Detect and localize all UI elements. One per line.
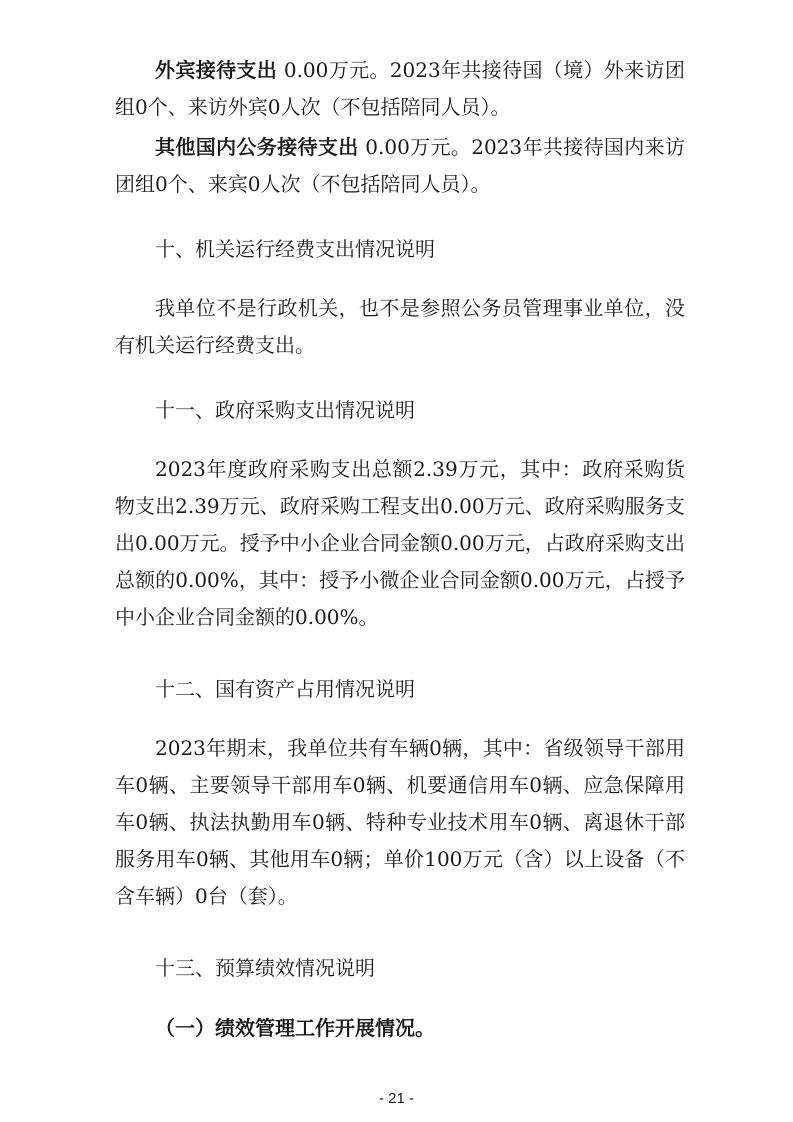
section-heading-10: 十、机关运行经费支出情况说明	[155, 237, 435, 261]
section-heading-12: 十二、国有资产占用情况说明	[155, 677, 415, 701]
paragraph-government-procurement: 2023年度政府采购支出总额2.39万元，其中：政府采购货物支出2.39万元、政府采购工程支出0.00万元、政府采购服务支出0.00万元。授予中小企业合同金额0.00万元，占政府采购支出总额的0.00%，其中：授予小微企业合同金额0.00万元，占授予中小企业合同金额的0.00%。	[115, 457, 685, 629]
paragraph-lead: 其他国内公务接待支出	[155, 135, 359, 159]
paragraph-state-assets: 2023年期末，我单位共有车辆0辆，其中：省级领导干部用车0辆、主要领导干部用车0辆、机要通信用车0辆、应急保障用车0辆、执法执勤用车0辆、特种专业技术用车0辆、离退休干部服务用车0辆、其他用车0辆；单价100万元（含）以上设备（不含车辆）0台（套）。	[115, 736, 685, 908]
section-heading-13: 十三、预算绩效情况说明	[155, 956, 375, 980]
section-heading-11: 十一、政府采购支出情况说明	[155, 398, 415, 422]
paragraph-operating-expenses: 我单位不是行政机关，也不是参照公务员管理事业单位，没有机关运行经费支出。	[115, 296, 685, 357]
paragraph-text: 0.00万元。2023年共接待国（境）外来访团组0个、来访外宾0人次（不包括陪同人员）。	[115, 58, 685, 119]
page-number: - 21 -	[378, 1090, 414, 1107]
paragraph-domestic-reception	[115, 129, 685, 203]
paragraph-text: 0.00万元。2023年共接待国内来访团组0个、来宾0人次（不包括陪同人员）。	[115, 135, 686, 196]
subsection-heading-13-1: （一）绩效管理工作开展情况。	[155, 1016, 435, 1040]
paragraph-foreign-reception	[115, 52, 685, 126]
paragraph-lead: 外宾接待支出	[155, 58, 278, 82]
